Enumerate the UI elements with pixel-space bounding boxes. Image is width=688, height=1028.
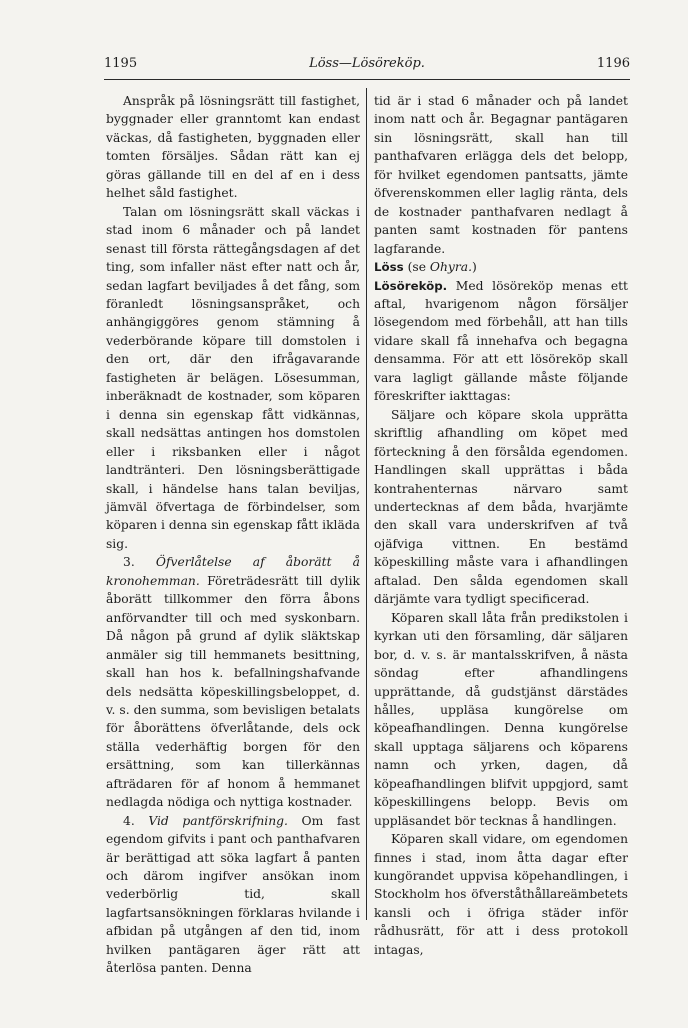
page-number-right: 1196: [596, 56, 630, 71]
left-paragraph-3: [106, 553, 360, 811]
section-heading-pantforskrifning: Vid pantförskrifning.: [148, 813, 288, 828]
left-paragraph-2: Talan om lösningsrätt skall väckas i stad inom 6 månader och på landet senast till första rättegångsdagen af det ting, som infaller näst efter natt och år, sedan lagfart beviljades å det fång, som föranledt lösningsanspråket, och anhängiggöres genom stämning å vederbörande köpare till domstolen i den ort, där den ifrågavarande fastigheten är belägen. Lösesumman, inberäknadt de kostnader, som köparen i denna sin egenskap fått vidkännas, skall nedsättas antingen hos domstolen eller i riksbanken eller i något landtränteri. Den lösningsberättigade skall, i händelse hans talan beviljas, jämväl öfvertaga de förbindelser, som köparen i denna sin egenskap fått ikläda sig.: [106, 204, 360, 551]
entry-ref-close: ): [471, 260, 477, 275]
right-paragraph-1: tid är i stad 6 månader och på landet inom natt och år. Begagnar pantägaren sin lösningsrätt, skall han till panthafvaren erlägga dels det belopp, för hvilket egendomen pantsatts, jämte öfverenskommen eller laglig ränta, dels de kostnader panthafvaren nedlagt å panten samt kostnaden för pantens lagfarande.: [374, 94, 628, 256]
entry-text-losorekop: Med lösöreköp menas ett aftal, hvarigenom någon försäljer lösegendom med förbehåll, att han tills vidare skall få innehafva och begagna densamma. För att ett lösöreköp skall vara lagligt gällande måste följande föreskrifter iakttagas:: [374, 278, 628, 404]
left-paragraph-1: Anspråk på lösningsrätt till fastighet, byggnader eller granntomt kan endast väckas, då fastigheten, byggnaden eller tomten försäljes. Sådan rätt kan ej göras gällande till en del af en i dess helhet såld fastighet.: [106, 94, 360, 201]
entry-word-losorekop: Lösöreköp.: [374, 278, 448, 293]
section-heading-aborätt: Öfverlåtelse af åborätt å kronohemman.: [106, 555, 360, 588]
entry-loss: [374, 258, 628, 276]
page-header: [104, 56, 630, 76]
right-paragraph-5: Köparen skall vidare, om egendomen finnes i stad, inom åtta dagar efter kungörandet uppvisa köpehandlingen, i Stockholm hos öfverståthållareämbetets kansli och i öfriga städer inför rådhusrätt, för att i dess protokoll intagas,: [374, 832, 628, 957]
right-paragraph-3: Säljare och köpare skola upprätta skriftlig afhandling om köpet med förteckning å den försålda egendomen. Handlingen skall upprättas i båda kontrahenternas närvaro samt undertecknas af dem båda, hvarjämte den skall vara underskrifven af två ojäfviga vittnen. En bestämd köpeskilling måste vara i afhandlingen aftalad. Den sålda egendomen skall därjämte vara tydligt specificerad.: [374, 407, 628, 607]
right-paragraph-4: Köparen skall låta från predikstolen i kyrkan uti den församling, där säljaren bor, d. v. s. är mantalsskrifven, å nästa söndag efter afhandlingens upprättande, då gudstjänst därstädes hålles, uppläsa kungörelse om köpeafhandlingen. Denna kungörelse skall upptaga säljarens och köparens namn och yrken, dagen, då köpeafhandlingen blifvit uppgjord, samt köpeskillingens belopp. Bevis om uppläsandet bör tecknas å handlingen.: [374, 610, 628, 828]
section-number-3: 3.: [123, 555, 135, 570]
section-number-4: 4.: [123, 813, 135, 828]
page-number-left: 1195: [104, 56, 138, 71]
section-text-4: Om fast egendom gifvits i pant och panthafvaren är berättigad att söka lagfart å panten och därom ingifver ansökan inom vederbörlig tid, skall lagfartsansökningen förklaras hvilande i afbidan på utgången af den tid, inom hvilken pantägaren äger rätt att återlösa panten. Denna: [106, 813, 360, 976]
entry-losorekop: [374, 277, 628, 406]
entry-ref-open: (se: [407, 260, 426, 275]
section-text-3: Företrädesrätt till dylik åborätt tillkommer den förra åbons anförvandter till och med syskonbarn. Då någon på grund af dylik släktskap anmäler sig till hemmanets besittning, skall han hos k. befallningshafvande dels nedsätta köpeskillingsbeloppet, d. v. s. den summa, som bevisligen betalats för åborättens öfverlåtande, dels ock ställa vederhäftig borgen för den ersättning, som kan tillerkännas afträdaren för af honom å hemmanet nedlagda nödiga och nyttiga kostnader.: [106, 573, 360, 810]
entry-word-loss: Löss: [374, 260, 404, 275]
column-divider: [366, 88, 367, 920]
header-rule: [104, 79, 630, 80]
right-column: [374, 92, 628, 959]
left-paragraph-4: [106, 812, 360, 978]
entry-ref-word: Ohyra.: [429, 260, 472, 275]
left-column: [106, 92, 360, 978]
running-title: Löss—Lösöreköp.: [309, 56, 425, 71]
